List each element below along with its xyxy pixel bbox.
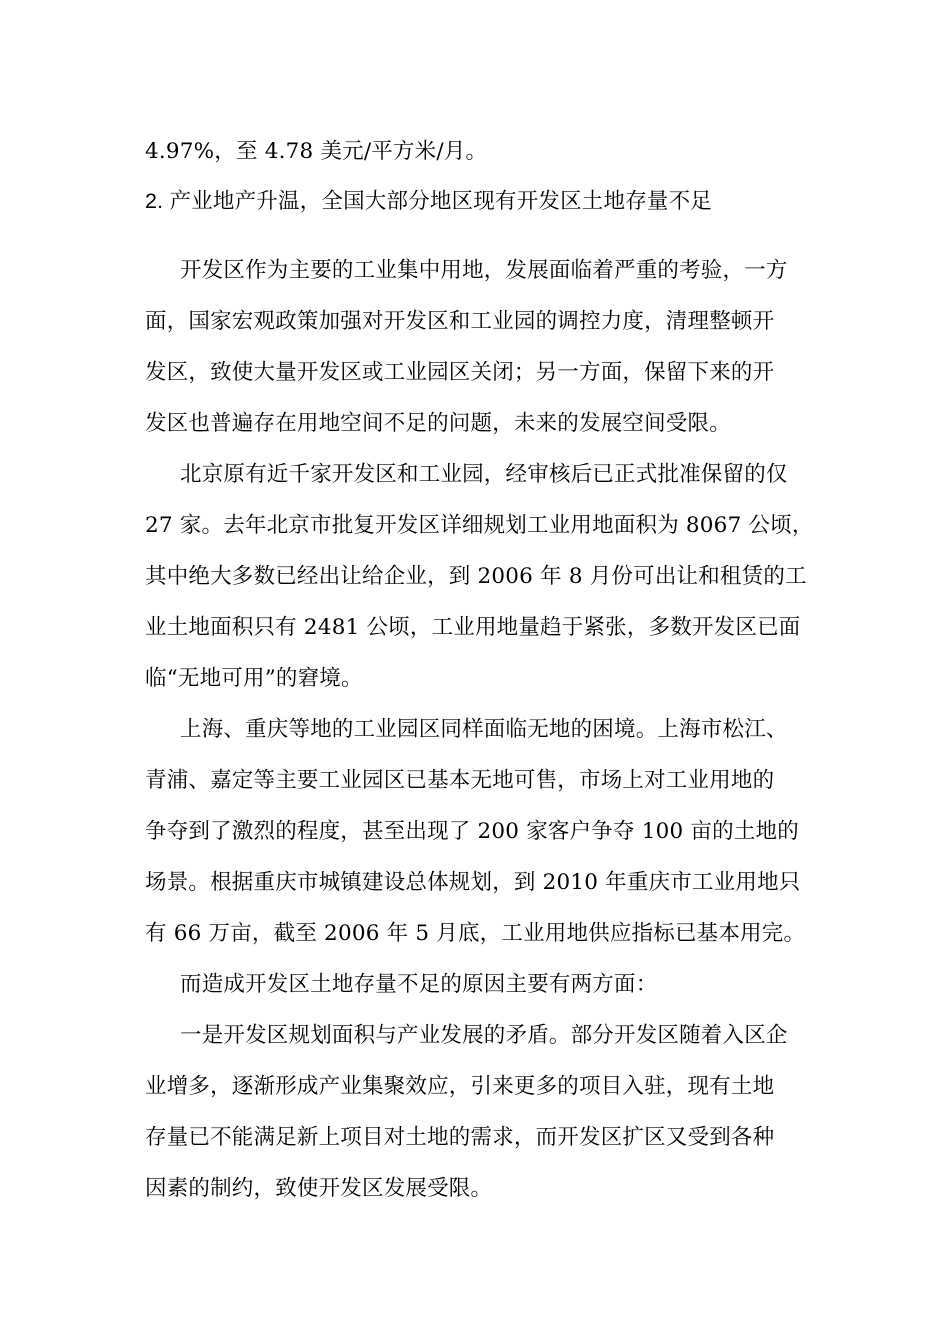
paragraph-line: 发区也普遍存在用地空间不足的问题，未来的发展空间受限。 (145, 411, 731, 436)
paragraph-line: 上海、重庆等地的工业园区同样面临无地的困境。上海市松江、 (180, 717, 788, 742)
paragraph-line: 有 66 万亩，截至 2006 年 5 月底，工业用地供应指标已基本用完。 (145, 921, 806, 946)
paragraph-line: 27 家。去年北京市批复开发区详细规划工业用地面积为 8067 公顷， (145, 513, 814, 538)
paragraph-line: 因素的制约，致使开发区发展受限。 (145, 1176, 493, 1201)
paragraph-line: 临“无地可用”的窘境。 (145, 666, 363, 691)
paragraph-line: 争夺到了激烈的程度，甚至出现了 200 家客户争夺 100 亩的土地的 (145, 819, 799, 844)
paragraph-line: 存量已不能满足新上项目对土地的需求，而开发区扩区又受到各种 (145, 1125, 775, 1150)
paragraph-line: 面，国家宏观政策加强对开发区和工业园的调控力度，清理整顿开 (145, 309, 775, 334)
paragraph-line: 而造成开发区土地存量不足的原因主要有两方面： (180, 972, 658, 997)
paragraph-line: 业增多，逐渐形成产业集聚效应，引来更多的项目入驻，现有土地 (145, 1074, 775, 1099)
paragraph-line: 青浦、嘉定等主要工业园区已基本无地可售，市场上对工业用地的 (145, 768, 775, 793)
paragraph-line: 北京原有近千家开发区和工业园，经审核后已正式批准保留的仅 (180, 462, 788, 487)
paragraph-line: 场景。根据重庆市城镇建设总体规划，到 2010 年重庆市工业用地只 (145, 870, 801, 895)
paragraph-line: 其中绝大多数已经出让给企业，到 2006 年 8 月份可出让和租赁的工 (145, 564, 807, 589)
text-line: 4.97%，至 4.78 美元/平方米/月。 (145, 139, 488, 164)
paragraph-line: 业土地面积只有 2481 公顷，工业用地量趋于紧张，多数开发区已面 (145, 615, 801, 640)
paragraph-line: 开发区作为主要的工业集中用地，发展面临着严重的考验，一方 (180, 258, 788, 283)
section-heading: 2. 产业地产升温，全国大部分地区现有开发区土地存量不足 (145, 189, 713, 213)
paragraph-line: 一是开发区规划面积与产业发展的矛盾。部分开发区随着入区企 (180, 1023, 788, 1048)
paragraph-line: 发区，致使大量开发区或工业园区关闭；另一方面，保留下来的开 (145, 360, 775, 385)
